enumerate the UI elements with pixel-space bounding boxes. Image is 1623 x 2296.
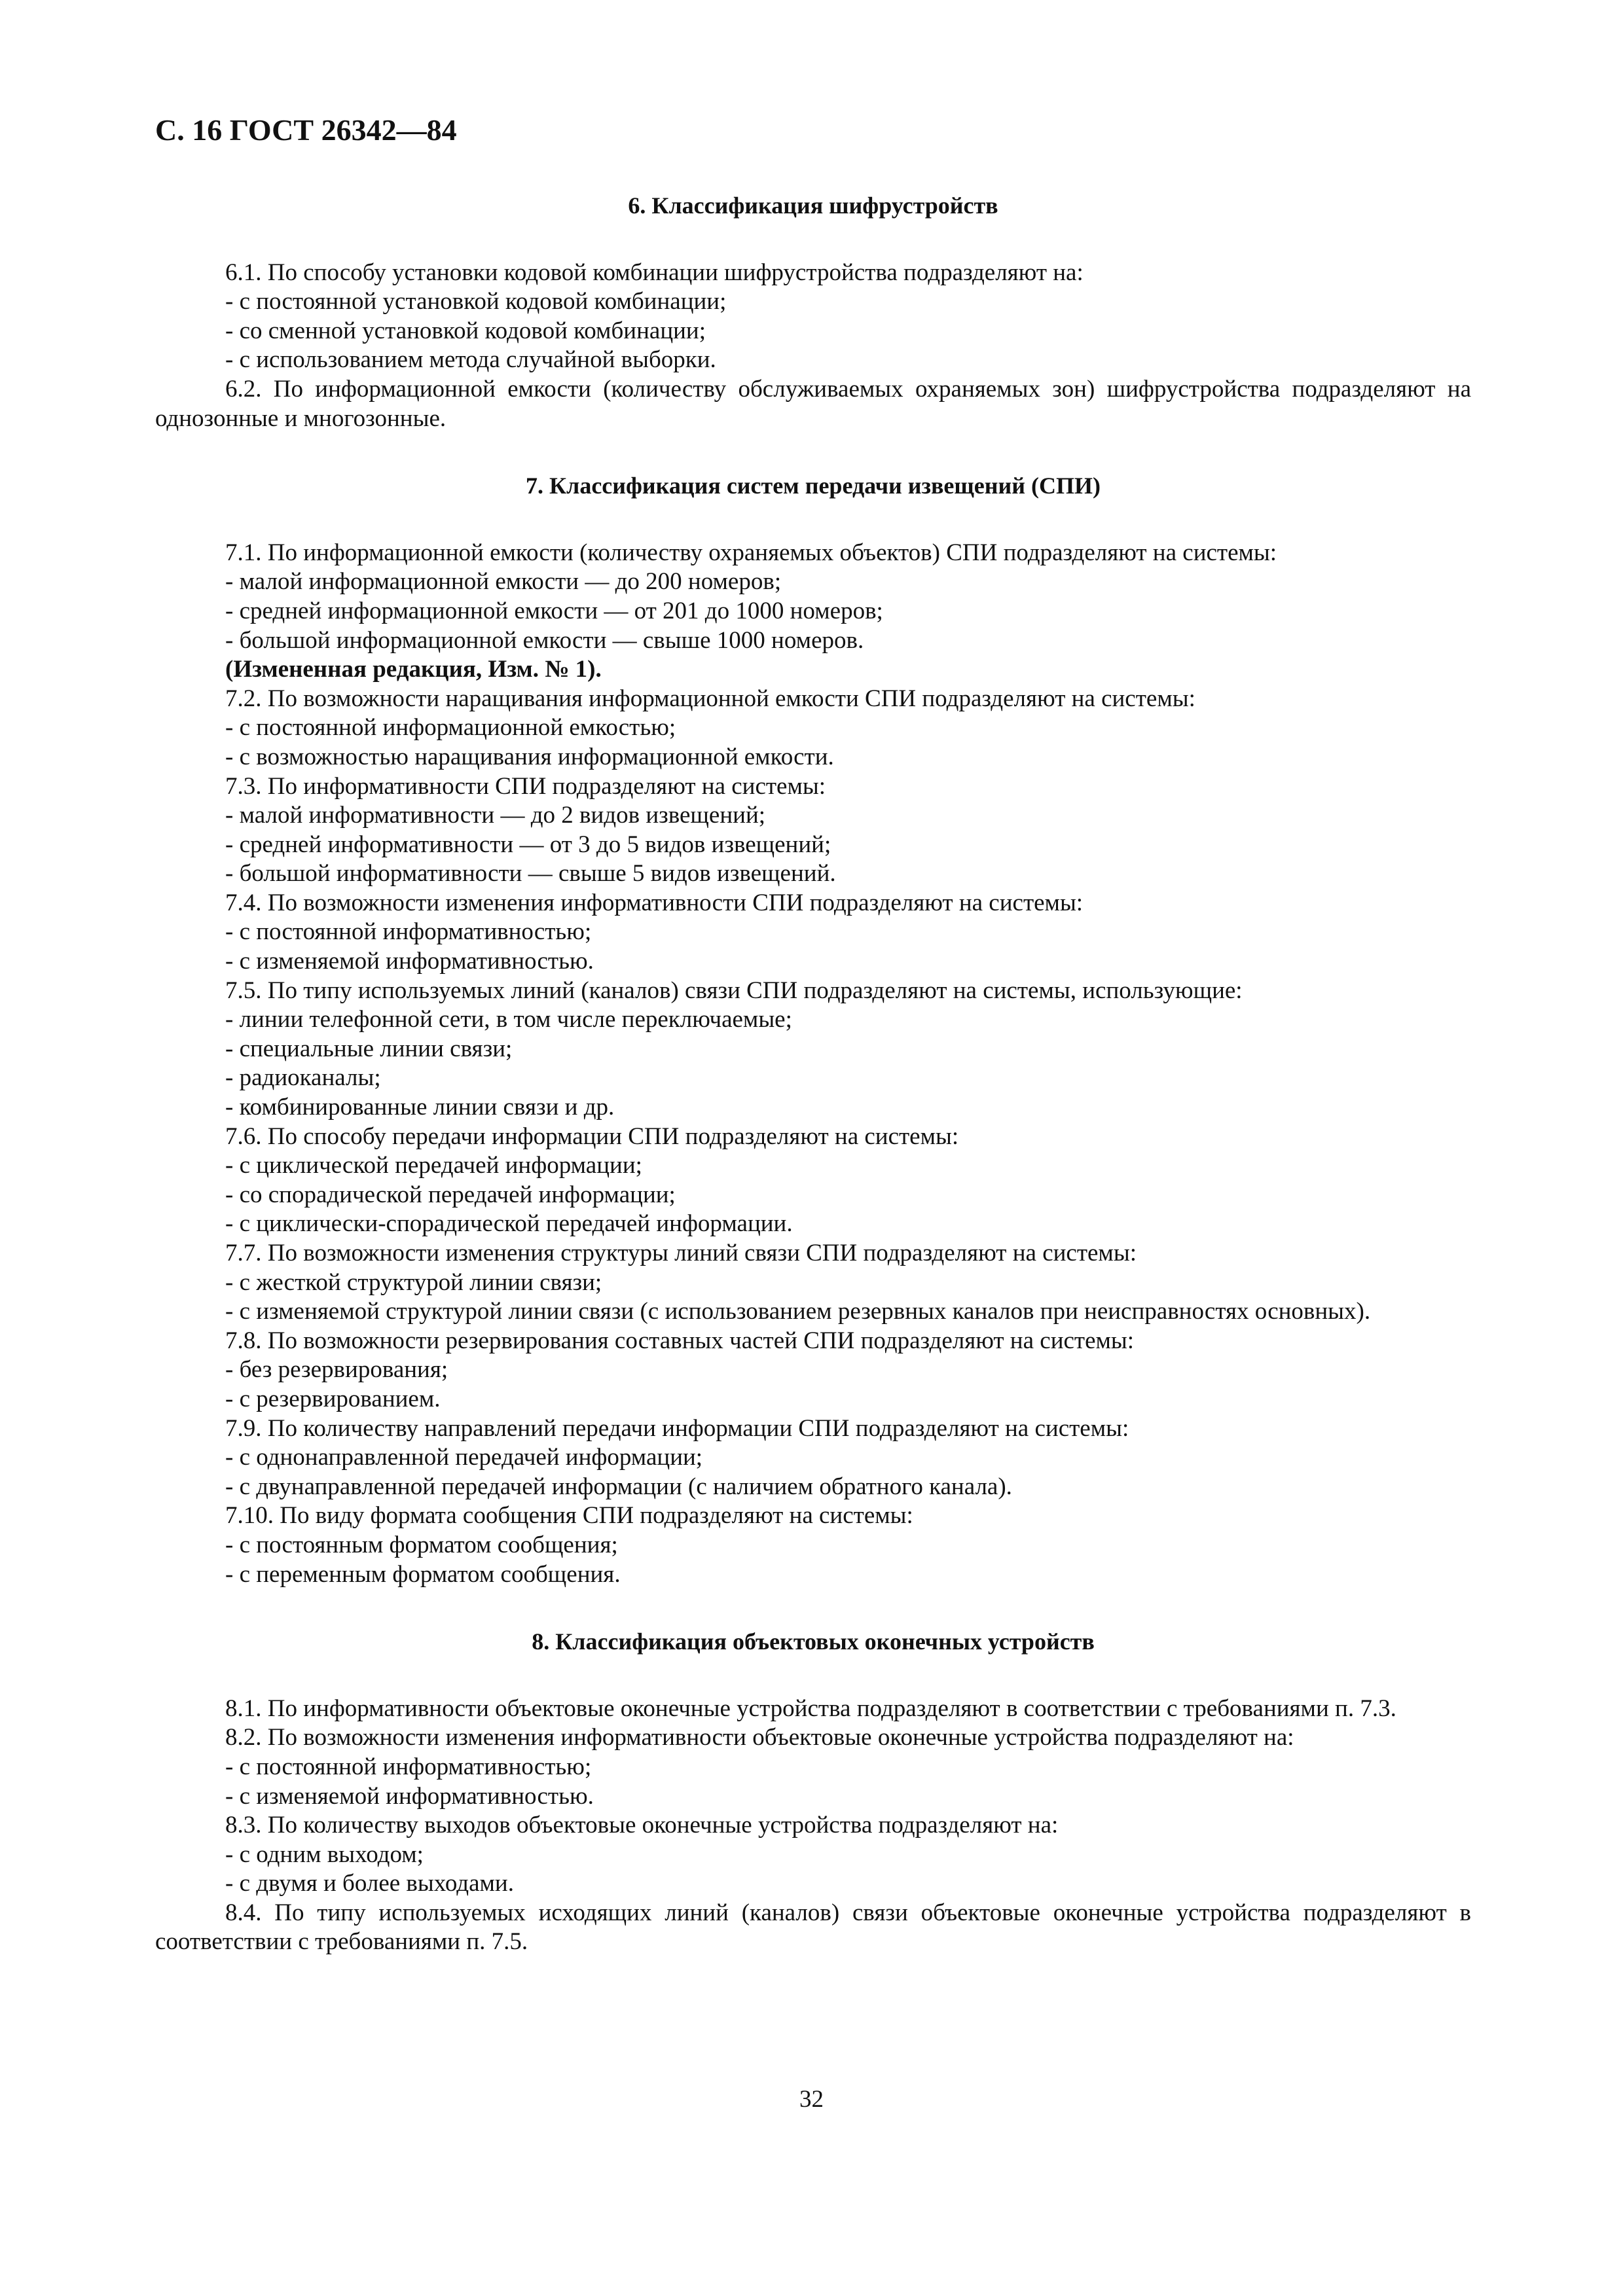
list-item: - с использованием метода случайной выборки. <box>225 346 716 374</box>
list-item: - с изменяемой информативностью. <box>225 1782 594 1810</box>
clause-8-2: 8.2. По возможности изменения информативности объектовые оконечные устройства подразделяют на: <box>225 1724 1294 1751</box>
page-number: 32 <box>799 2086 824 2113</box>
clause-6-2: 6.2. По информационной емкости (количеству обслуживаемых охраняемых зон) шифрустройства подразделяют на однозонные и многозонные. <box>155 375 1471 432</box>
section-7-title: 7. Классификация систем передачи извещений (СПИ) <box>526 473 1101 499</box>
clause-8-1: 8.1. По информативности объектовые оконечные устройства подразделяют в соответствии с требованиями п. 7.3. <box>225 1695 1396 1722</box>
clause-8-4: 8.4. По типу используемых исходящих линий (каналов) связи объектовые оконечные устройства подразделяют в соответствии с требованиями п. 7.5. <box>155 1899 1471 1956</box>
list-item: - с возможностью наращивания информационной емкости. <box>225 743 834 770</box>
list-item: - со спорадической передачей информации; <box>225 1181 676 1208</box>
list-item: - с переменным форматом сообщения. <box>225 1560 621 1588</box>
list-item: - с постоянной установкой кодовой комбинации; <box>225 288 727 315</box>
list-item-wrapped: - с изменяемой структурой линии связи (с использованием резервных каналов при неисправностях основных). <box>225 1298 1371 1325</box>
clause-8-3: 8.3. По количеству выходов объектовые оконечные устройства подразделяют на: <box>225 1812 1059 1839</box>
list-item: - с одним выходом; <box>225 1840 424 1868</box>
list-item: - средней информационной емкости — от 201 до 1000 номеров; <box>225 597 883 624</box>
document-body <box>155 191 1471 1957</box>
clause-7-7: 7.7. По возможности изменения структуры линий связи СПИ подразделяют на системы: <box>225 1240 1137 1266</box>
clause-7-6: 7.6. По способу передачи информации СПИ подразделяют на системы: <box>225 1122 959 1150</box>
clause-7-3: 7.3. По информативности СПИ подразделяют на системы: <box>225 772 826 800</box>
list-item: - радиоканалы; <box>225 1064 381 1092</box>
list-item: - с циклически-спорадической передачей информации. <box>225 1210 793 1238</box>
list-item: - линии телефонной сети, в том числе переключаемые; <box>225 1006 792 1033</box>
list-item: - с постоянной информативностью; <box>225 1753 592 1780</box>
clause-7-8: 7.8. По возможности резервирования составных частей СПИ подразделяют на системы: <box>225 1327 1135 1354</box>
list-item: - малой информационной емкости — до 200 номеров; <box>225 568 782 596</box>
section-6-title: 6. Классификация шифрустройств <box>628 192 998 219</box>
clause-7-5: 7.5. По типу используемых линий (каналов) связи СПИ подразделяют на системы, использующие: <box>225 977 1243 1004</box>
list-item: - малой информативности — до 2 видов извещений; <box>225 802 766 829</box>
amendment-note: (Измененная редакция, Изм. № 1). <box>225 656 602 683</box>
page-header: С. 16 ГОСТ 26342—84 <box>155 113 457 147</box>
clause-7-2: 7.2. По возможности наращивания информационной емкости СПИ подразделяют на системы: <box>225 685 1195 712</box>
list-item: - с постоянным форматом сообщения; <box>225 1531 618 1558</box>
list-item: - без резервирования; <box>225 1356 448 1384</box>
list-item: - с резервированием. <box>225 1385 441 1412</box>
list-item: - средней информативности — от 3 до 5 видов извещений; <box>225 831 831 858</box>
clause-7-1: 7.1. По информационной емкости (количеству охраняемых объектов) СПИ подразделяют на системы: <box>225 539 1277 566</box>
list-item: - большой информативности — свыше 5 видов извещений. <box>225 860 836 888</box>
list-item: - со сменной установкой кодовой комбинации; <box>225 317 706 344</box>
clause-7-10: 7.10. По виду формата сообщения СПИ подразделяют на системы: <box>225 1502 913 1530</box>
list-item: - большой информационной емкости — свыше 1000 номеров. <box>225 626 864 654</box>
list-item: - с изменяемой информативностью. <box>225 948 594 975</box>
list-item: - комбинированные линии связи и др. <box>225 1094 615 1121</box>
clause-6-1: 6.1. По способу установки кодовой комбинации шифрустройства подразделяют на: <box>225 259 1084 286</box>
section-8-title: 8. Классификация объектовых оконечных устройств <box>532 1628 1095 1655</box>
list-item: - с двунаправленной передачей информации (с наличием обратного канала). <box>225 1473 1012 1500</box>
list-item: - специальные линии связи; <box>225 1035 513 1062</box>
list-item: - с двумя и более выходами. <box>225 1870 514 1897</box>
list-item: - с постоянной информационной емкостью; <box>225 714 676 742</box>
clause-7-9: 7.9. По количеству направлений передачи информации СПИ подразделяют на системы: <box>225 1414 1129 1442</box>
list-item: - с жесткой структурой линии связи; <box>225 1268 602 1296</box>
clause-7-4: 7.4. По возможности изменения информативности СПИ подразделяют на системы: <box>225 889 1084 916</box>
list-item: - с однонаправленной передачей информации; <box>225 1444 703 1471</box>
list-item: - с циклической передачей информации; <box>225 1152 642 1179</box>
list-item: - с постоянной информативностью; <box>225 918 592 946</box>
